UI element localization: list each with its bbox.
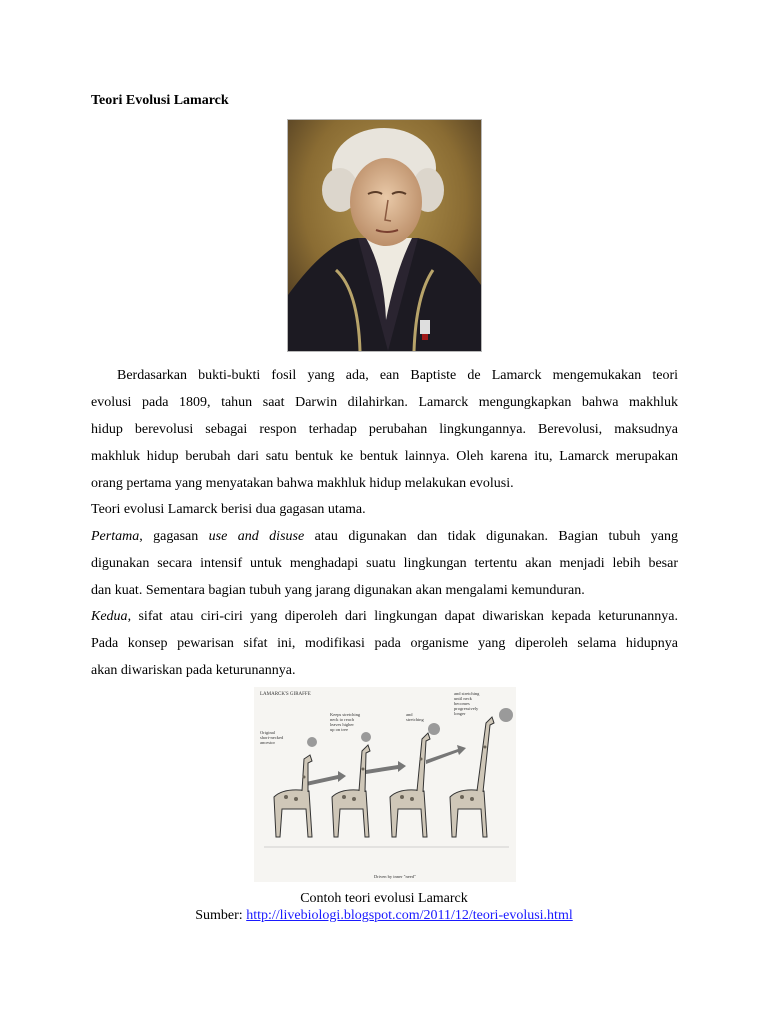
paragraph-3-text-b: atau digunakan dan tidak digunakan. Bagian tubuh yang bbox=[304, 529, 679, 544]
document-title: Teori Evolusi Lamarck bbox=[91, 93, 229, 108]
paragraph-1-line-5: orang pertama yang menyatakan bahwa makhluk hidup melakukan evolusi. bbox=[91, 476, 514, 491]
pertama-label: Pertama bbox=[91, 529, 140, 544]
lamarck-portrait-image bbox=[287, 119, 482, 352]
figure-footer: Driven by inner "need" bbox=[374, 874, 416, 879]
label-longer: longer bbox=[454, 711, 466, 716]
paragraph-3-line-1 bbox=[91, 524, 678, 551]
label-short-necked: short-necked bbox=[260, 735, 284, 740]
source-line bbox=[0, 908, 768, 924]
label-and: and bbox=[406, 712, 413, 717]
kedua-label: Kedua bbox=[91, 609, 128, 624]
paragraph-3-text-a: , gagasan bbox=[139, 529, 209, 544]
paragraph-3-line-3: dan kuat. Sementara bagian tubuh yang jarang digunakan akan mengalami kemunduran. bbox=[91, 583, 585, 598]
label-neck-to-reach: neck to reach bbox=[330, 717, 354, 722]
label-leaves-higher: leaves higher bbox=[330, 722, 354, 727]
paragraph-1-line-1 bbox=[91, 363, 678, 390]
giraffe-3 bbox=[390, 733, 430, 837]
giraffe-diagram bbox=[254, 687, 516, 882]
paragraph-3-line-2: digunakan secara intensif untuk menghadapi suatu lingkungan tertentu akan menjadi lebih besar bbox=[91, 556, 678, 571]
paragraph-4-text-a: , sifat atau ciri-ciri yang diperoleh dari lingkungan dapat diwariskan kepada keturunannya. bbox=[127, 609, 678, 624]
label-until-neck: until neck bbox=[454, 696, 472, 701]
paragraph-4-line-1 bbox=[91, 604, 678, 631]
arrows bbox=[306, 745, 466, 786]
giraffe-4 bbox=[450, 717, 494, 837]
paragraph-1-line-4: makhluk hidup berubah dari satu bentuk ke bentuk lainnya. Oleh karena itu, Lamarck merupakan bbox=[91, 449, 678, 464]
lamarck-giraffe-illustration bbox=[254, 687, 516, 882]
figure-caption: Contoh teori evolusi Lamarck bbox=[300, 891, 468, 906]
paragraph-4-line-2: Pada konsep pewarisan sifat ini, modifikasi pada organisme yang diperoleh selama hidupnya bbox=[91, 636, 678, 651]
figure-heading: LAMARCK'S GIRAFFE bbox=[260, 692, 311, 697]
label-original: Original bbox=[260, 730, 275, 735]
label-up-on-tree: up on tree bbox=[330, 727, 348, 732]
label-stretching: stretching bbox=[406, 717, 424, 722]
label-ancestor: ancestor bbox=[260, 740, 275, 745]
paragraph-2: Teori evolusi Lamarck berisi dua gagasan utama. bbox=[91, 502, 366, 517]
giraffe-2 bbox=[332, 745, 370, 837]
portrait-illustration bbox=[288, 120, 481, 351]
source-label: Sumber: bbox=[195, 908, 247, 923]
label-and-stretching: and stretching bbox=[454, 691, 480, 696]
paragraph-1-line-3: hidup berevolusi sebagai respon terhadap perubahan lingkungannya. Berevolusi, maksudnya bbox=[91, 422, 678, 437]
paragraph-1-line-1-text: Berdasarkan bukti-bukti fosil yang ada, ean Baptiste de Lamarck mengemukakan teori bbox=[117, 368, 678, 383]
giraffe-1 bbox=[274, 755, 312, 837]
source-link[interactable]: http://livebiologi.blogspot.com/2011/12/teori-evolusi.html bbox=[246, 908, 573, 923]
label-progressively: progressively bbox=[454, 706, 479, 711]
label-keeps-stretching: Keeps stretching bbox=[330, 712, 361, 717]
paragraph-1-line-2: evolusi pada 1809, tahun saat Darwin dilahirkan. Lamarck mengungkapkan bahwa makhluk bbox=[91, 395, 678, 410]
label-becomes: becomes bbox=[454, 701, 470, 706]
paragraph-4-line-3: akan diwariskan pada keturunannya. bbox=[91, 663, 296, 678]
use-and-disuse-term: use and disuse bbox=[208, 529, 305, 544]
